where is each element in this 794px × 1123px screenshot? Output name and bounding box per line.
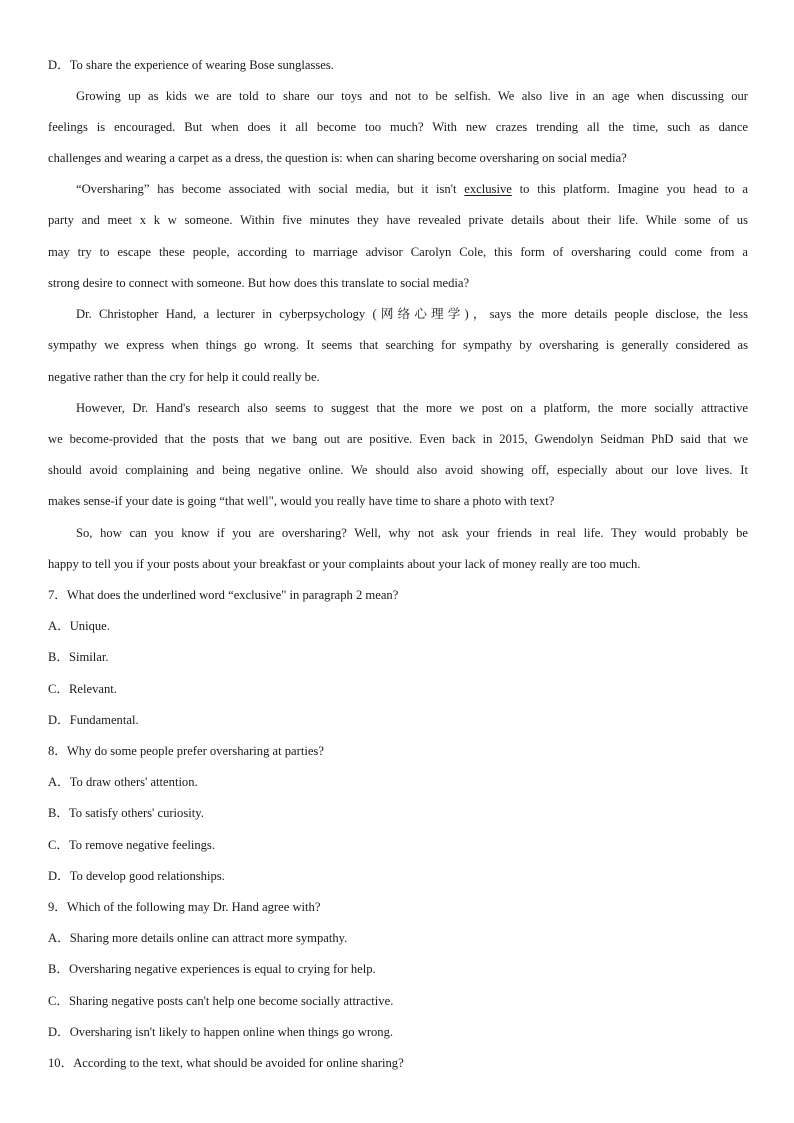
passage-p4-line4: makes sense-if your date is going “that well", would you really have time to share a photo with text?	[48, 494, 555, 508]
question-8-option-a: A．To draw others' attention.	[48, 775, 198, 789]
passage-p4-line2: we become-provided that the posts that we bang out are positive. Even back in 2015, Gwendolyn Seidman PhD said that we	[48, 432, 748, 446]
question-7-option-c: C．Relevant.	[48, 682, 117, 696]
passage-p1-line3: challenges and wearing a carpet as a dress, the question is: when can sharing become oversharing on social media?	[48, 151, 627, 165]
question-7-stem: 7．What does the underlined word “exclusive" in paragraph 2 mean?	[48, 588, 399, 602]
question-9-option-b: B．Oversharing negative experiences is equal to crying for help.	[48, 962, 376, 976]
question-8-option-b: B．To satisfy others' curiosity.	[48, 806, 204, 820]
question-10-stem: 10．According to the text, what should be avoided for online sharing?	[48, 1056, 404, 1070]
question-7-option-a: A．Unique.	[48, 619, 110, 633]
p2-text-before: “Oversharing” has become associated with social media, but it isn't	[76, 182, 465, 196]
passage-p3-line1: Dr. Christopher Hand, a lecturer in cyberpsychology (网络心理学)，says the more details people disclose, the less	[76, 307, 748, 321]
question-7-option-b: B．Similar.	[48, 650, 109, 664]
passage-p2-line4: strong desire to connect with someone. But how does this translate to social media?	[48, 276, 470, 290]
question-7-option-d: D．Fundamental.	[48, 713, 139, 727]
passage-p1-line2: feelings is encouraged. But when does it all become too much? With new crazes trending all the time, such as dance	[48, 120, 748, 134]
passage-p1-line1: Growing up as kids we are told to share our toys and not to be selfish. We also live in an age when discussing our	[76, 89, 748, 103]
passage-p2-line1	[76, 181, 748, 197]
passage-p5-line2: happy to tell you if your posts about your breakfast or your complaints about your lack of money really are too much.	[48, 557, 641, 571]
passage-p4-line1: However, Dr. Hand's research also seems to suggest that the more we post on a platform, the more socially attractive	[76, 401, 748, 415]
question-9-stem: 9．Which of the following may Dr. Hand agree with?	[48, 900, 321, 914]
passage-p2-line3: may try to escape these people, according to marriage advisor Carolyn Cole, this form of oversharing could come from a	[48, 245, 748, 259]
passage-p3-line3: negative rather than the cry for help it could really be.	[48, 370, 320, 384]
question-8-stem: 8．Why do some people prefer oversharing at parties?	[48, 744, 324, 758]
passage-p3-line2: sympathy we express when things go wrong. It seems that searching for sympathy by oversharing is generally considered as	[48, 338, 748, 352]
passage-p2-line2: party and meet x k w someone. Within five minutes they have revealed private details about their life. While some of us	[48, 213, 748, 227]
underlined-word-exclusive: exclusive	[464, 182, 512, 196]
question-9-option-a: A．Sharing more details online can attract more sympathy.	[48, 931, 348, 945]
question-9-option-d: D．Oversharing isn't likely to happen online when things go wrong.	[48, 1025, 394, 1039]
p2-text-after: to this platform. Imagine you head to a	[511, 182, 748, 196]
question-8-option-d: D．To develop good relationships.	[48, 869, 225, 883]
previous-option-d: D．To share the experience of wearing Bose sunglasses.	[48, 58, 334, 72]
question-9-option-c: C．Sharing negative posts can't help one become socially attractive.	[48, 994, 394, 1008]
passage-p4-line3: should avoid complaining and being negative online. We should also avoid showing off, especially about our love lives. It	[48, 463, 748, 477]
question-8-option-c: C．To remove negative feelings.	[48, 838, 215, 852]
passage-p5-line1: So, how can you know if you are oversharing? Well, why not ask your friends in real life. They would probably be	[76, 526, 748, 540]
